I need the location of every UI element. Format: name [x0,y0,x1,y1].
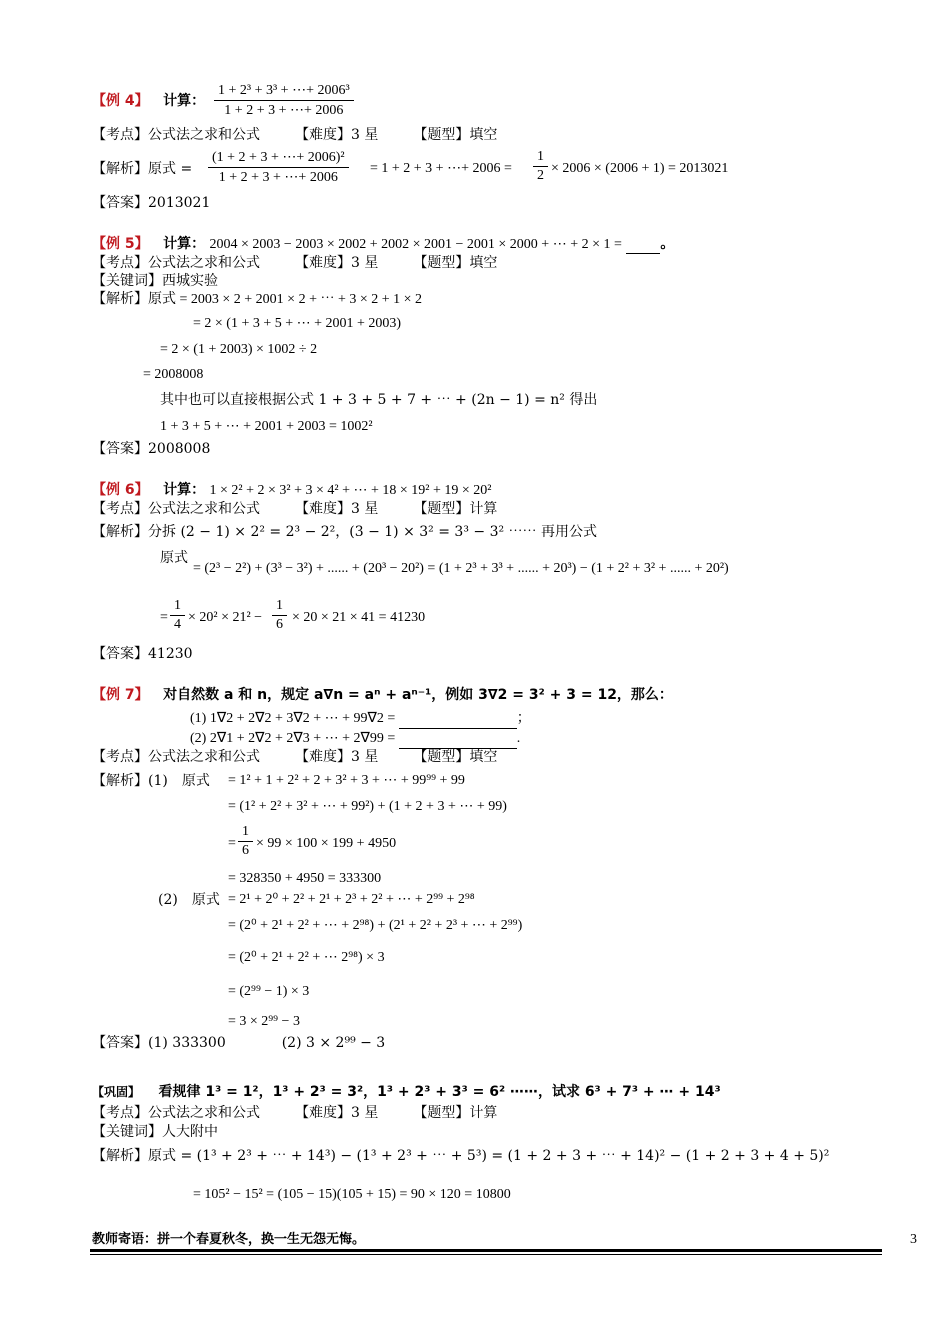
example-6-yuanshi: 原式 [160,550,188,566]
example-5-answer-blank [626,235,660,254]
example-4-solution-numerator: (1 + 2 + 3 + ⋯+ 2006)² [208,149,349,168]
footer-motto: 教师寄语：拼一个春夏秋冬，换一生无怨无悔。 [92,1232,366,1247]
consolidation-keyword: 【关键词】人大附中 [92,1124,218,1140]
example-6-solution-tail: × 20 × 21 × 41 = 41230 [292,610,426,625]
example-4-prompt: 计算： [163,93,206,109]
example-4-question-fraction [214,82,354,119]
example-6-solution-line-1: 【解析】分拆 (2 − 1) × 2² = 2³ − 2²，(3 − 1) × 3² = 3³ − 3² ⋯⋯ 再用公式 [92,524,597,540]
example-6-prompt: 计算： [163,482,206,498]
example-4-meta: 【考点】公式法之求和公式 【难度】3 星 【题型】填空 [92,127,498,143]
example-7-question-2-text: (2) 2∇1 + 2∇2 + 2∇3 + ⋯ + 2∇99 = [190,731,396,746]
example-4-solution-label: 【解析】原式 = [92,161,193,177]
example-7-part-1-fraction [238,824,253,859]
example-6-fraction-quarter [170,598,185,633]
example-6-fraction-sixth-denominator: 6 [276,617,283,632]
example-5-header [92,235,674,254]
example-4-solution-fraction [208,149,349,186]
example-5-solution-line-1: 【解析】原式 = 2003 × 2 + 2001 × 2 + ⋯ + 3 × 2 + 1 × 2 [92,292,423,307]
example-7-header [92,686,673,704]
example-6-meta: 【考点】公式法之求和公式 【难度】3 星 【题型】计算 [92,501,498,517]
example-7-part-1-line-2: = (1² + 2² + 3² + ⋯ + 99²) + (1 + 2 + 3 + ⋯ + 99) [228,799,507,814]
example-4-header [92,92,205,110]
footer-divider-thin [90,1254,882,1255]
consolidation-solution-line-2: = 105² − 15² = (105 − 15)(105 + 15) = 90 × 120 = 10800 [193,1187,511,1202]
example-6-solution-middle: × 20² × 21² − [188,610,263,625]
example-6-header [92,481,491,500]
example-6-fraction-quarter-denominator: 4 [174,617,181,632]
example-4-label: 【例 4】 [92,93,149,109]
example-4-solution-tail: × 2006 × (2006 + 1) = 2013021 [551,161,729,176]
example-4-answer: 【答案】2013021 [92,195,211,211]
example-4-solution-middle: = 1 + 2 + 3 + ⋯+ 2006 = [370,161,512,176]
example-5-answer: 【答案】2008008 [92,441,211,457]
example-5-solution-line-3: = 2 × (1 + 2003) × 1002 ÷ 2 [160,342,318,357]
page-number: 3 [910,1232,917,1247]
consolidation-header [92,1083,721,1101]
example-7-part-2-label: (2) 原式 [158,892,220,908]
example-7-part-2-line-1: = 2¹ + 2⁰ + 2² + 2¹ + 2³ + 2² + ⋯ + 2⁹⁹ + 2⁹⁸ [228,892,475,907]
example-7-question: 对自然数 a 和 n，规定 a∇n = aⁿ + aⁿ⁻¹，例如 3∇2 = 3² + 3 = 12，那么： [163,687,673,703]
example-7-label: 【例 7】 [92,687,149,703]
example-4-half-numerator: 1 [533,149,548,167]
example-7-question-1-text: (1) 1∇2 + 2∇2 + 3∇2 + ⋯ + 99∇2 = [190,711,396,726]
example-6-fraction-sixth [272,598,287,633]
example-7-question-2-blank [399,730,517,749]
footer-divider-thick [90,1249,882,1252]
example-7-question-2-end: . [516,731,521,746]
example-4-question-denominator: 1 + 2 + 3 + ⋯+ 2006 [224,103,344,118]
example-7-part-2-line-5: = 3 × 2⁹⁹ − 3 [228,1014,300,1029]
example-7-question-2 [190,730,520,749]
example-6-label: 【例 6】 [92,482,149,498]
consolidation-label: 【巩固】 [92,1085,141,1099]
example-5-solution-line-6: 1 + 3 + 5 + ⋯ + 2001 + 2003 = 1002² [160,419,373,434]
example-4-half-fraction [533,149,548,184]
consolidation-solution-line-1: 【解析】原式 = (1³ + 2³ + ⋯ + 14³) − (1³ + 2³ + ⋯ + 5³) = (1 + 2 + 3 + ⋯ + 14)² − (1 + 2 + 3 + 4 + 5)² [92,1148,830,1164]
example-7-part-1-line-3: × 99 × 100 × 199 + 4950 [256,836,397,851]
example-7-part-2-line-3: = (2⁰ + 2¹ + 2² + ⋯ 2⁹⁸) × 3 [228,950,385,965]
example-5-keyword: 【关键词】西城实验 [92,273,218,289]
example-4-question-numerator: 1 + 2³ + 3³ + ⋯+ 2006³ [214,82,354,101]
example-5-solution-line-4: = 2008008 [143,367,204,382]
example-6-equals: = [160,610,168,625]
example-7-meta: 【考点】公式法之求和公式 【难度】3 星 【题型】填空 [92,749,498,765]
example-7-part-1-label: 【解析】(1) 原式 [92,773,210,789]
example-7-question-1-blank [399,710,517,729]
example-7-part-1-fraction-denominator: 6 [242,843,249,858]
example-7-part-2-line-4: = (2⁹⁹ − 1) × 3 [228,984,310,999]
example-5-question: 2004 × 2003 − 2003 × 2002 + 2002 × 2001 − 2001 × 2000 + ⋯ + 2 × 1 = [209,237,622,252]
example-5-solution-line-2: = 2 × (1 + 3 + 5 + ⋯ + 2001 + 2003) [193,316,402,331]
example-7-question-1 [190,710,531,729]
example-5-meta: 【考点】公式法之求和公式 【难度】3 星 【题型】填空 [92,255,498,271]
example-4-half-denominator: 2 [537,168,544,183]
example-7-part-1-equals: = [228,836,236,851]
consolidation-meta: 【考点】公式法之求和公式 【难度】3 星 【题型】计算 [92,1105,498,1121]
example-4-solution-denominator: 1 + 2 + 3 + ⋯+ 2006 [218,170,338,185]
example-7-part-2-line-2: = (2⁰ + 2¹ + 2² + ⋯ + 2⁹⁸) + (2¹ + 2² + 2³ + ⋯ + 2⁹⁹) [228,918,523,933]
example-6-question: 1 × 2² + 2 × 3² + 3 × 4² + ⋯ + 18 × 19² + 19 × 20² [209,483,492,498]
example-5-prompt: 计算： [163,236,206,252]
example-7-part-1-line-4: = 328350 + 4950 = 333300 [228,871,382,886]
example-6-fraction-quarter-numerator: 1 [170,598,185,616]
example-7-answer: 【答案】(1) 333300 (2) 3 × 2⁹⁹ − 3 [92,1035,386,1051]
example-7-question-1-end: ； [516,711,531,726]
example-5-question-end: 。 [660,236,675,252]
example-7-part-1-fraction-numerator: 1 [238,824,253,842]
example-5-solution-line-5: 其中也可以直接根据公式 1 + 3 + 5 + 7 + ⋯ + (2n − 1) = n² 得出 [160,392,598,408]
example-6-answer: 【答案】41230 [92,646,193,662]
example-6-fraction-sixth-numerator: 1 [272,598,287,616]
consolidation-question: 看规律 1³ = 1²，1³ + 2³ = 3²，1³ + 2³ + 3³ = 6² ⋯⋯，试求 6³ + 7³ + ⋯ + 14³ [158,1084,721,1100]
example-6-solution-line-2: = (2³ − 2²) + (3³ − 3²) + ...... + (20³ − 20²) = (1 + 2³ + 3³ + ...... + 20³) − (1 + 2² + 3² + ...... + 20²) [193,561,729,576]
example-7-part-1-line-1: = 1² + 1 + 2² + 2 + 3² + 3 + ⋯ + 99⁹⁹ + 99 [228,773,465,788]
example-5-label: 【例 5】 [92,236,149,252]
